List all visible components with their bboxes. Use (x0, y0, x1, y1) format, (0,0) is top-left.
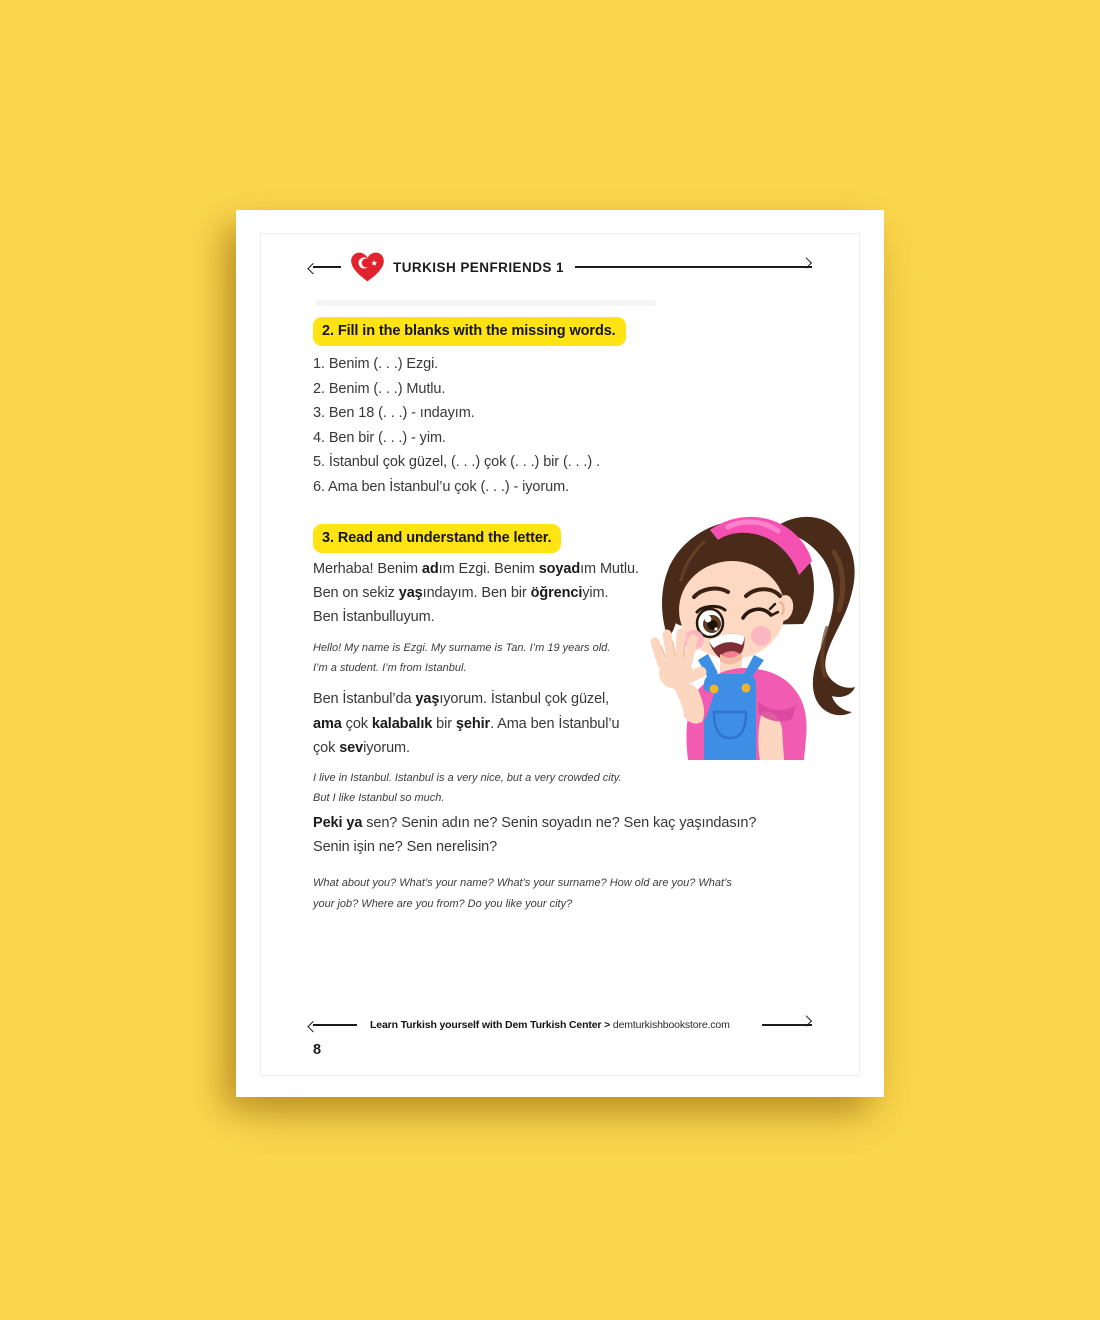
workbook-page (236, 210, 884, 1097)
page-number: 8 (313, 1042, 322, 1058)
exercise-2-list (313, 352, 600, 500)
letter-translation: What about you? What’s your name? What’s your surname? How old are you? What’s your job? Where are you from? Do you like your city? (313, 877, 732, 910)
exercise-item: 4. Ben bir (. . .) - yim. (313, 429, 446, 446)
girl-waving-illustration (648, 506, 860, 760)
footer-separator: > (604, 1019, 611, 1031)
page-header (313, 246, 812, 288)
page-title: TURKISH PENFRIENDS 1 (393, 259, 565, 275)
letter-text-block (313, 557, 671, 818)
exercise-item: 5. İstanbul çok güzel, (. . .) çok (. . .) bir (. . .) . (313, 454, 600, 471)
exercise-item: 3. Ben 18 (. . .) - ındayım. (313, 405, 475, 422)
exercise-2-heading: 2. Fill in the blanks with the missing words. (313, 317, 626, 346)
footer-bookstore-url: demturkishbookstore.com (612, 1019, 730, 1031)
exercise-item: 6. Ama ben İstanbul’u çok (. . .) - iyorum. (313, 478, 569, 495)
page-footer (313, 1016, 812, 1034)
footer-rule-right-arrow-icon (762, 1024, 812, 1026)
faded-divider-bar (315, 300, 657, 306)
header-rule-left-arrow-icon (313, 266, 341, 268)
letter-translation: I live in Istanbul. Istanbul is a very nice, but a very crowded city. But I like Istanbul so much. (313, 772, 622, 805)
turkish-flag-heart-icon (349, 250, 386, 284)
exercise-item: 1. Benim (. . .) Ezgi. (313, 356, 439, 372)
header-rule-right-arrow-icon (575, 266, 812, 268)
letter-questions-block (313, 811, 825, 923)
exercise-2-section (313, 317, 626, 346)
exercise-item: 2. Benim (. . .) Mutlu. (313, 380, 446, 397)
footer-rule-left-arrow-icon (313, 1024, 357, 1026)
footer-text (370, 1019, 730, 1031)
letter-paragraph: Peki ya sen? Senin adın ne? Senin soyadın ne? Sen kaç yaşındasın? Senin işin ne? Sen nerelisin? (313, 815, 757, 856)
letter-paragraph: Ben İstanbul’da yaşıyorum. İstanbul çok güzel, ama çok kalabalık bir şehir. Ama ben İstanbul’u çok seviyorum. (313, 691, 620, 756)
letter-translation: Hello! My name is Ezgi. My surname is Tan. I’m 19 years old. I’m a student. I’m from Istanbul. (313, 641, 611, 675)
exercise-3-section (313, 524, 561, 553)
exercise-3-heading: 3. Read and understand the letter. (313, 524, 561, 553)
footer-slogan: Learn Turkish yourself with Dem Turkish Center (370, 1019, 602, 1031)
letter-paragraph: Merhaba! Benim adım Ezgi. Benim soyadım Mutlu. Ben on sekiz yaşındayım. Ben bir öğrenciyim. Ben İstanbulluyum. (313, 561, 639, 626)
